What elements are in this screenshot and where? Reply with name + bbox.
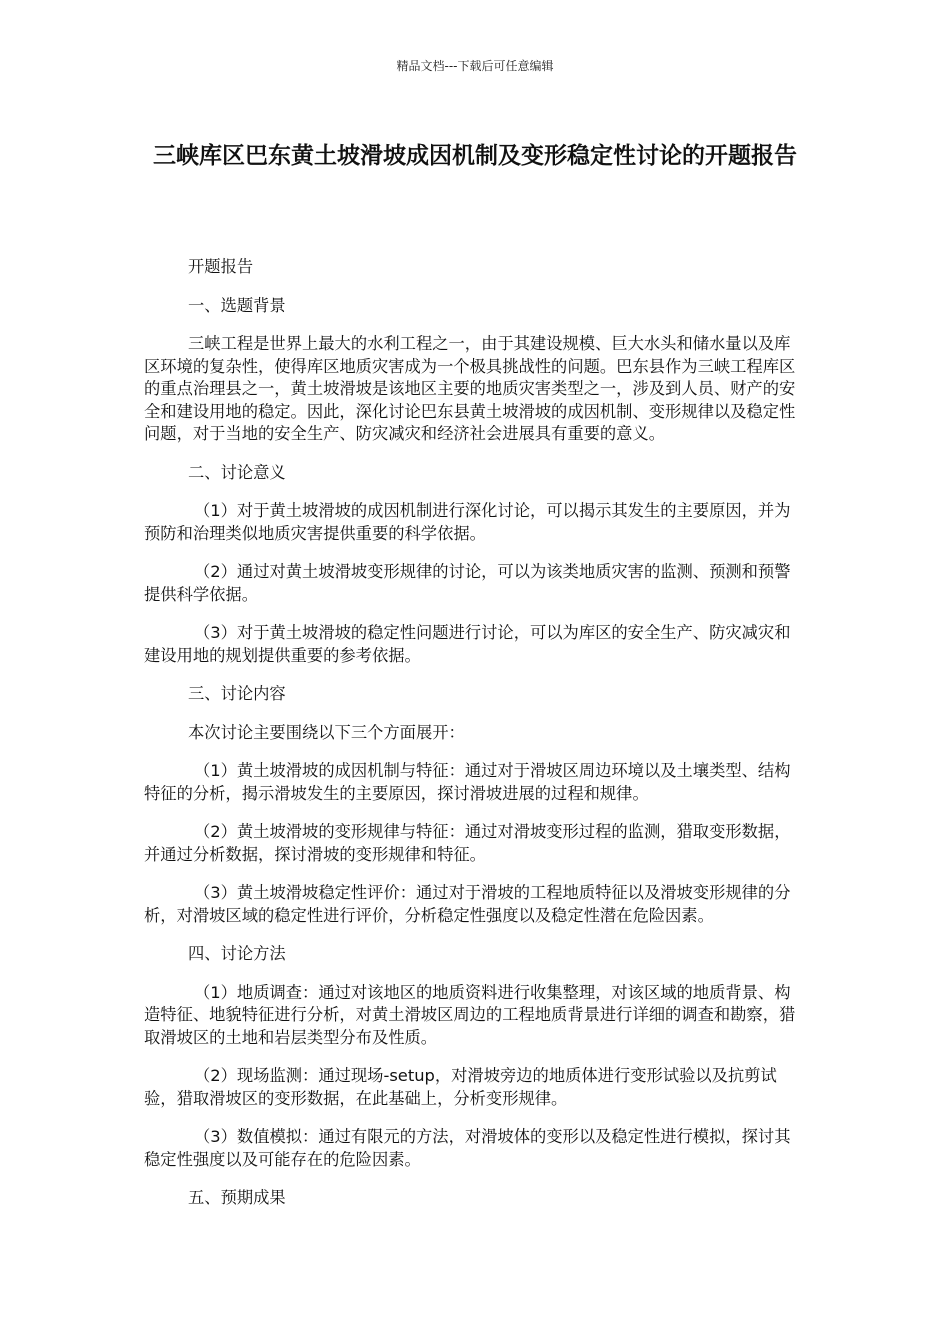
section-heading: 五、预期成果 (188, 1188, 286, 1207)
paragraph: 三峡工程是世界上最大的水利工程之一，由于其建设规模、巨大水头和储水量以及库区环境的复杂性，使得库区地质灾害成为一个极具挑战性的问题。巴东县作为三峡工程库区的重点治理县之一，黄土坡滑坡是该地区主要的地质灾害类型之一，涉及到人员、财产的安全和建设用地的稳定。因此，深化讨论巴东县黄土坡滑坡的成因机制、变形规律以及稳定性问题，对于当地的安全生产、防灾减灾和经济社会进展具有重要的意义。 (144, 334, 796, 443)
list-item: （1）黄土坡滑坡的成因机制与特征：通过对于滑坡区周边环境以及土壤类型、结构特征的分析，揭示滑坡发生的主要原因，探讨滑坡进展的过程和规律。 (144, 761, 791, 803)
section-heading: 一、选题背景 (188, 295, 286, 315)
section-heading: 四、讨论方法 (188, 944, 286, 963)
paragraph-label: 开题报告 (188, 257, 254, 276)
document-title: 三峡库区巴东黄土坡滑坡成因机制及变形稳定性讨论的开题报告 (153, 143, 797, 169)
list-item: （1）地质调查：通过对该地区的地质资料进行收集整理，对该区域的地质背景、构造特征、地貌特征进行分析，对黄土滑坡区周边的工程地质背景进行详细的调查和勘察，猎取滑坡区的土地和岩层类型分布及性质。 (144, 982, 796, 1047)
list-item: （1）对于黄土坡滑坡的成因机制进行深化讨论，可以揭示其发生的主要原因，并为预防和治理类似地质灾害提供重要的科学依据。 (144, 501, 791, 543)
list-item: （3）数值模拟：通过有限元的方法，对滑坡体的变形以及稳定性进行模拟，探讨其稳定性强度以及可能存在的危险因素。 (144, 1127, 791, 1169)
list-item: （3）黄土坡滑坡稳定性评价：通过对于滑坡的工程地质特征以及滑坡变形规律的分析，对滑坡区域的稳定性进行评价，分析稳定性强度以及稳定性潜在危险因素。 (144, 883, 791, 925)
list-item: （2）通过对黄土坡滑坡变形规律的讨论，可以为该类地质灾害的监测、预测和预警提供科学依据。 (144, 562, 791, 604)
section-heading: 三、讨论内容 (188, 684, 286, 703)
paragraph: 本次讨论主要围绕以下三个方面展开： (188, 722, 465, 742)
document-body (144, 256, 806, 1226)
list-item: （2）黄土坡滑坡的变形规律与特征：通过对滑坡变形过程的监测，猎取变形数据，并通过分析数据，探讨滑坡的变形规律和特征。 (144, 822, 791, 864)
list-item: （2）现场监测：通过现场-setup，对滑坡旁边的地质体进行变形试验以及抗剪试验，猎取滑坡区的变形数据，在此基础上，分析变形规律。 (144, 1066, 777, 1108)
section-heading: 二、讨论意义 (188, 462, 286, 482)
list-item: （3）对于黄土坡滑坡的稳定性问题进行讨论，可以为库区的安全生产、防灾减灾和建设用地的规划提供重要的参考依据。 (144, 623, 791, 665)
page-header: 精品文档---下载后可任意编辑 (396, 59, 554, 73)
